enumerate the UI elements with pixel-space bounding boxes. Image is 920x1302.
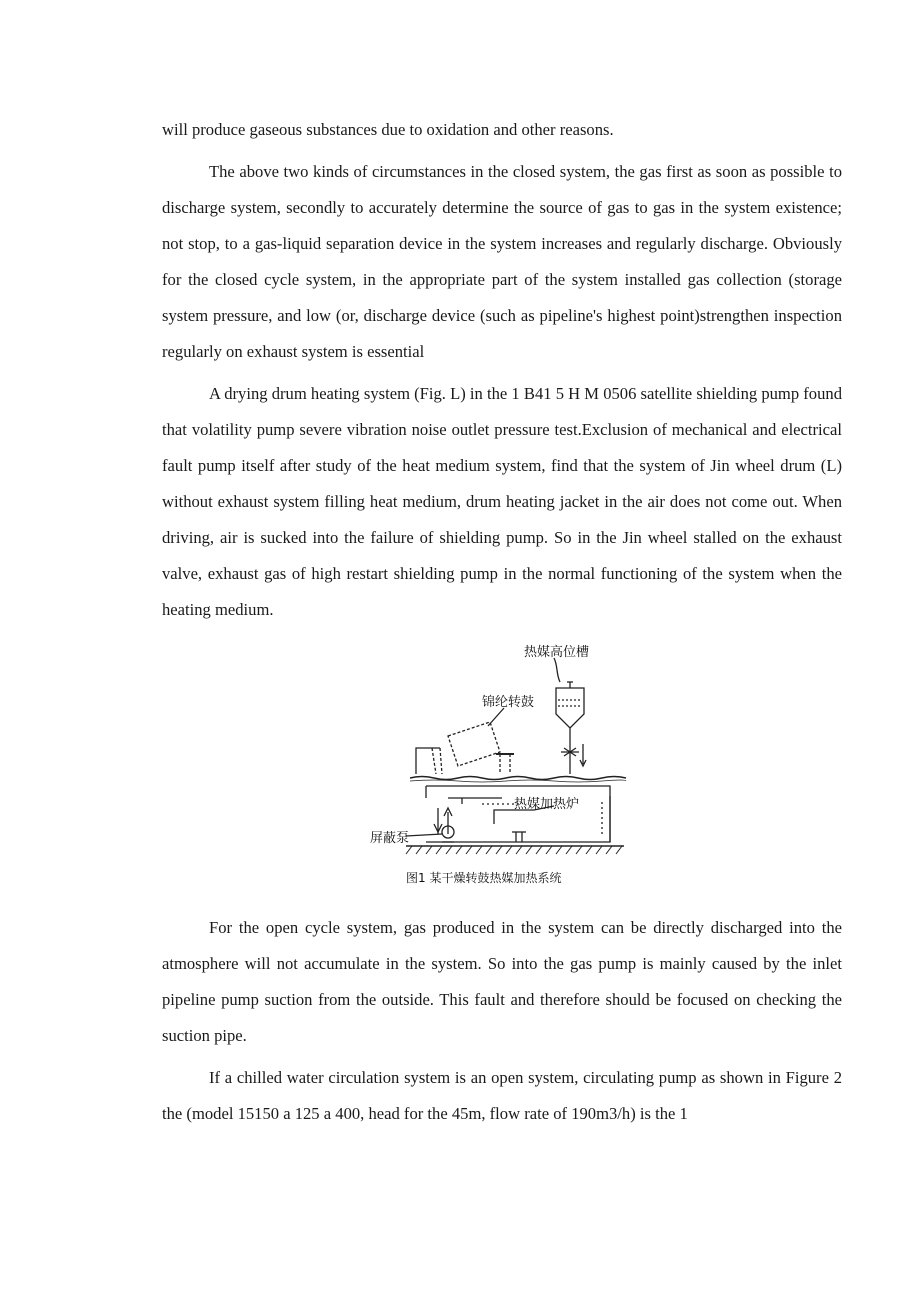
paragraph-3: A drying drum heating system (Fig. L) in the 1 B41 5 H M 0506 satellite shielding pump found that volatility pump severe vibration noise outlet pressure test.Exclusion of mechanical and electrical fault pump itself after study of the heat medium system, find that the system of Jin wheel drum (L) without exhaust system filling heat medium, drum heating jacket in the air does not come out. When driving, air is sucked into the failure of shielding pump. So in the Jin wheel stalled on the exhaust valve, exhaust gas of high restart shielding pump in the normal functioning of the system when the heating medium. [162, 384, 842, 619]
paragraph-5: If a chilled water circulation system is an open system, circulating pump as shown in Figure 2 the (model 15150 a 125 a 400, head for the 45m, flow rate of 190m3/h) is the 1 [162, 1068, 842, 1123]
paragraph-1: will produce gaseous substances due to oxidation and other reasons. [162, 120, 614, 139]
paragraph-2: The above two kinds of circumstances in the closed system, the gas first as soon as possible to discharge system, secondly to accurately determine the source of gas to gas in the system existence; not stop, to a gas-liquid separation device in the system increases and regularly discharge. Obviously for the closed cycle system, in the appropriate part of the system installed gas collection (storage system pressure, and low (or, discharge device (such as pipeline's highest point)strengthen inspection regularly on exhaust system is essential [162, 162, 842, 361]
label-tank: 热媒高位槽 [524, 645, 590, 660]
paragraph-4: For the open cycle system, gas produced in the system can be directly discharged into the atmosphere will not accumulate in the system. So into the gas pump is mainly caused by the inlet pipeline pump suction from the outside. This fault and therefore should be focused on checking the suction pipe. [162, 918, 842, 1045]
figure-caption: 图1 某干燥转鼓热媒加热系统 [406, 871, 562, 885]
figure-heating-system [162, 636, 842, 906]
drum-shape [448, 722, 500, 766]
heating-system-diagram [162, 636, 842, 906]
label-heater: 热媒加热炉 [514, 797, 580, 812]
document-page [162, 112, 842, 1138]
label-drum: 锦纶转鼓 [482, 695, 535, 710]
tank-shape [556, 688, 584, 728]
label-pump: 屏蔽泵 [370, 831, 410, 846]
